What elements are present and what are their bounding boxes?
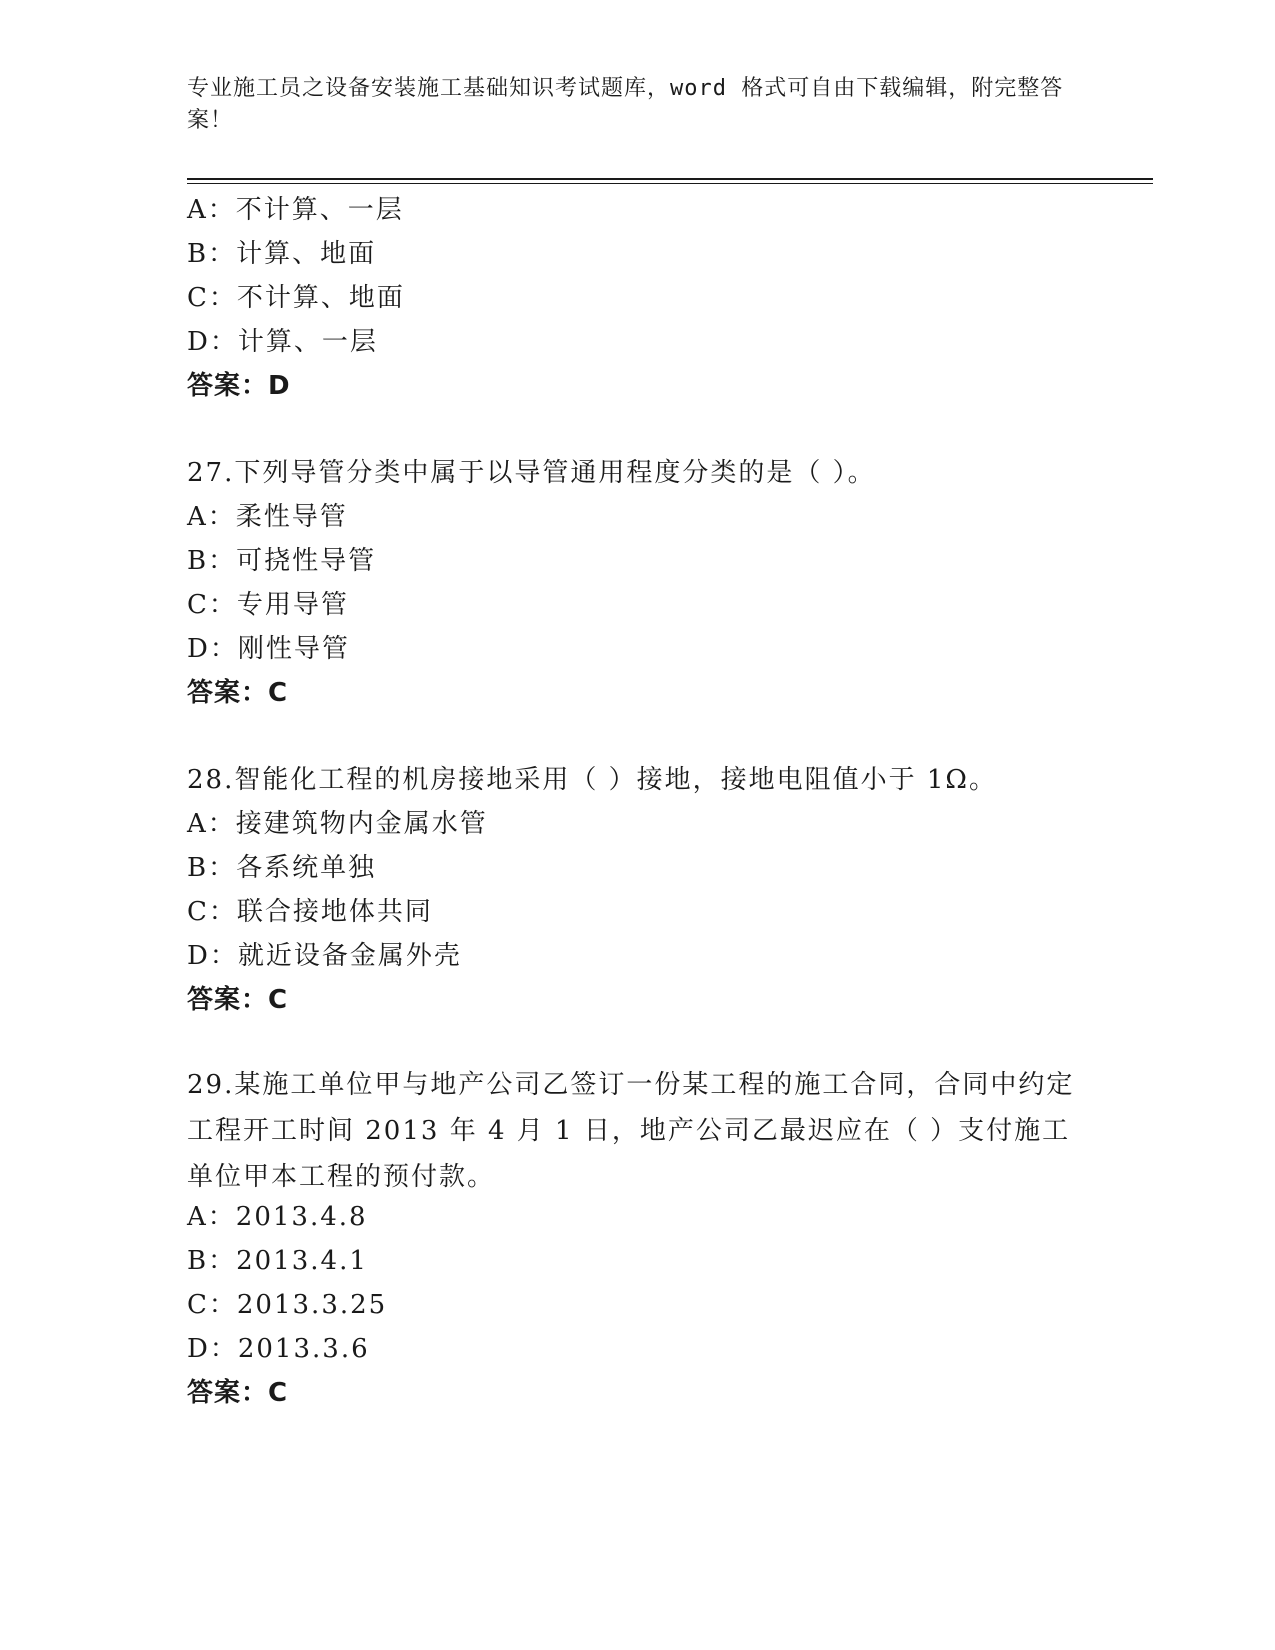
q29-option-d: D：2013.3.6 <box>187 1334 370 1364</box>
q27-question: 27.下列导管分类中属于以导管通用程度分类的是（ ）。 <box>187 458 876 488</box>
q28-option-c: C：联合接地体共同 <box>187 897 433 927</box>
q26-answer: 答案：D <box>187 371 291 401</box>
q27-answer: 答案：C <box>187 678 289 708</box>
header-divider-thin <box>187 183 1153 184</box>
q29-question: 29.某施工单位甲与地产公司乙签订一份某工程的施工合同，合同中约定工程开工时间 2013 年 4 月 1 日，地产公司乙最迟应在（ ）支付施工单位甲本工程的预付款。 <box>187 1070 1075 1192</box>
q28-option-d: D：就近设备金属外壳 <box>187 941 462 971</box>
q28-option-b: B：各系统单独 <box>187 853 377 883</box>
q27-option-a: A：柔性导管 <box>187 502 348 532</box>
q26-option-c: C：不计算、地面 <box>187 283 405 313</box>
q29-option-a: A：2013.4.8 <box>187 1202 368 1232</box>
q27-option-d: D：刚性导管 <box>187 634 350 664</box>
q29-option-b: B：2013.4.1 <box>187 1246 368 1276</box>
q26-option-b: B：计算、地面 <box>187 239 377 269</box>
q27-option-b: B：可挠性导管 <box>187 546 377 576</box>
q27-option-c: C：专用导管 <box>187 590 349 620</box>
q28-answer: 答案：C <box>187 985 289 1015</box>
header-note: 专业施工员之设备安装施工基础知识考试题库，word 格式可自由下载编辑，附完整答案！ <box>187 76 1064 133</box>
header-divider-thick <box>187 178 1153 180</box>
q29-option-c: C：2013.3.25 <box>187 1290 388 1320</box>
q28-option-a: A：接建筑物内金属水管 <box>187 809 488 839</box>
q29-answer: 答案：C <box>187 1378 289 1408</box>
q26-option-a: A：不计算、一层 <box>187 195 404 225</box>
q26-option-d: D：计算、一层 <box>187 327 378 357</box>
q28-question: 28.智能化工程的机房接地采用（ ）接地，接地电阻值小于 1Ω。 <box>187 765 997 795</box>
